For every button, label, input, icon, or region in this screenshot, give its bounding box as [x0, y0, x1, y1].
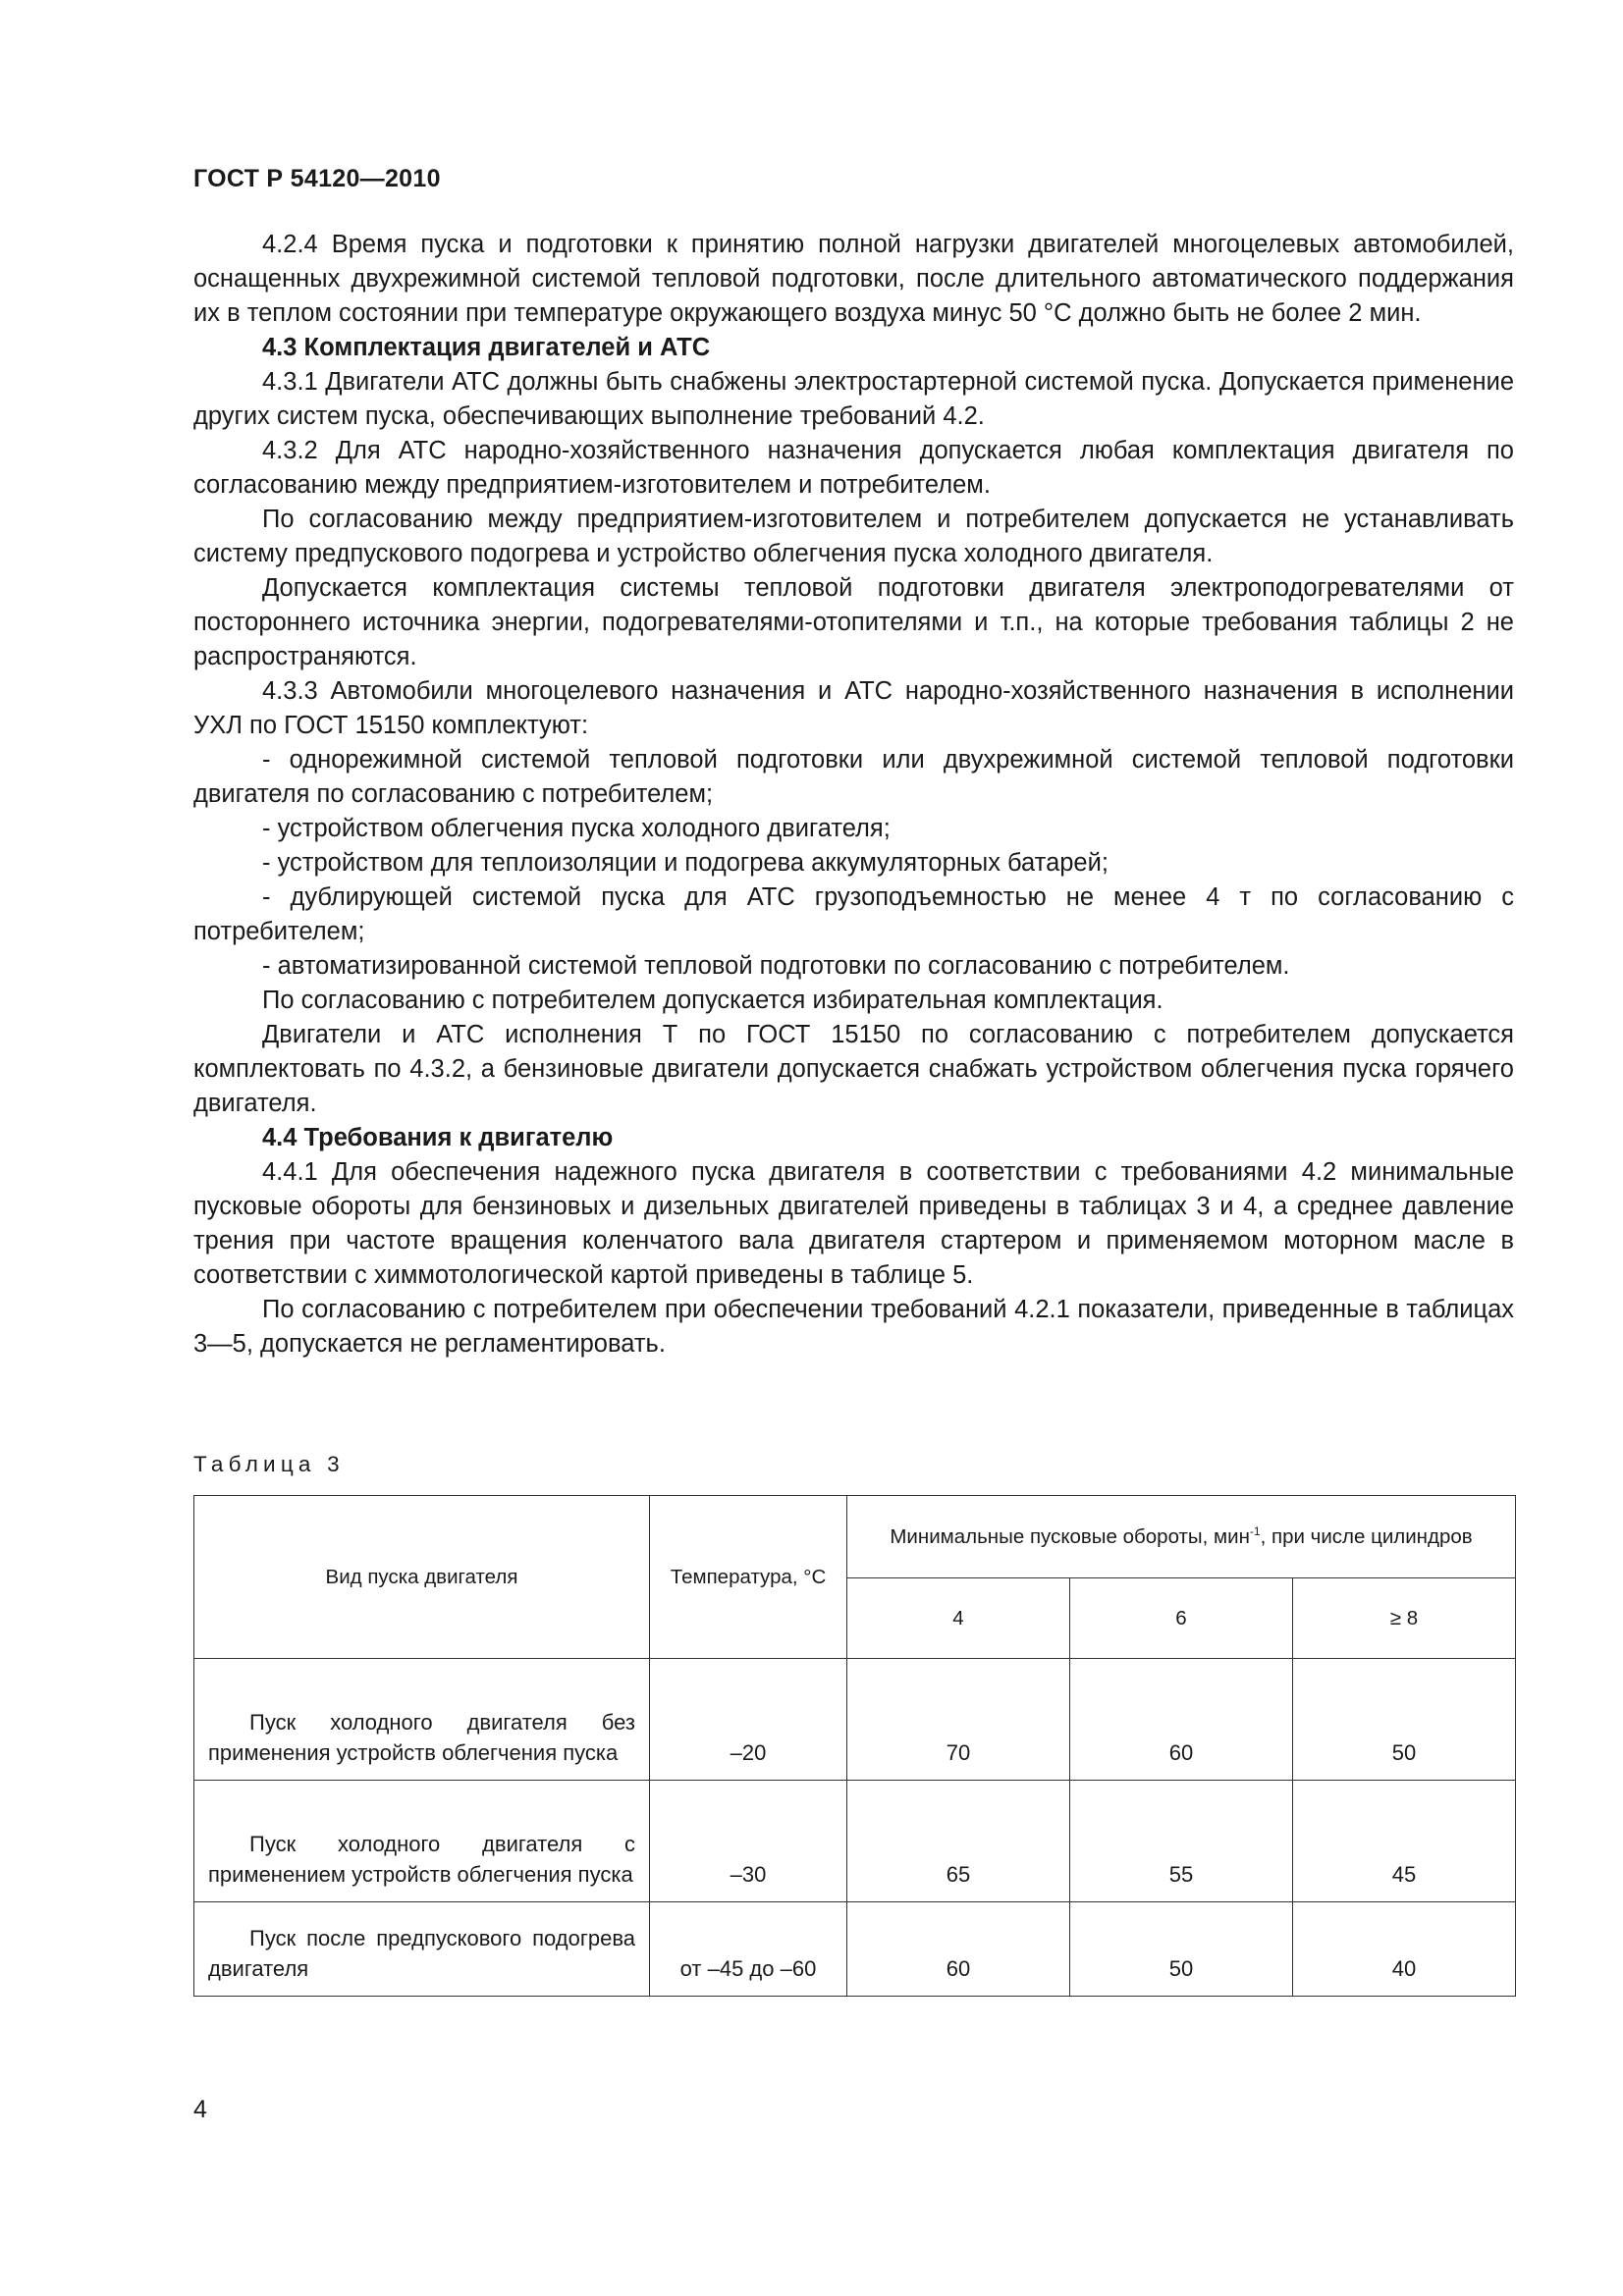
- section-heading-4-4: 4.4 Требования к двигателю: [262, 1124, 614, 1151]
- row-value-8: 45: [1293, 1781, 1516, 1902]
- list-item: - дублирующей системой пуска для АТС грузоподъемностью не менее 4 т по согласованию с потребителем;: [193, 883, 1514, 945]
- paragraph: Двигатели и АТС исполнения Т по ГОСТ 15150 по согласованию с потребителем допускается комплектовать по 4.3.2, а бензиновые двигатели допускается снабжать устройством облегчения пуска горячего двигателя.: [193, 1021, 1514, 1117]
- row-temperature: –30: [650, 1781, 847, 1902]
- row-label: Пуск холодного двигателя без применения устройств облегчения пуска: [194, 1659, 650, 1781]
- paragraph-4-3-2: 4.3.2 Для АТС народно-хозяйственного назначения допускается любая комплектация двигателя по согласованию между предприятием-изготовителем и потребителем.: [193, 437, 1514, 499]
- paragraph-4-3-1: 4.3.1 Двигатели АТС должны быть снабжены электростартерной системой пуска. Допускается применение других систем пуска, обеспечивающих выполнение требований 4.2.: [193, 368, 1514, 430]
- row-value-6: 50: [1070, 1902, 1293, 1997]
- table-caption: Таблица 3: [193, 1452, 345, 1476]
- row-value-6: 55: [1070, 1781, 1293, 1902]
- paragraph: Допускается комплектация системы тепловой подготовки двигателя электроподогревателями от постороннего источника энергии, подогревателями-отопителями и т.п., на которые требования таблицы 2 не распространяются.: [193, 574, 1514, 670]
- row-value-4: 65: [847, 1781, 1070, 1902]
- header-cyl-4: 4: [847, 1578, 1070, 1659]
- paragraph: По согласованию с потребителем допускается избирательная комплектация.: [262, 987, 1163, 1014]
- paragraph: По согласованию с потребителем при обеспечении требований 4.2.1 показатели, приведенные в таблицах 3—5, допускается не регламентировать.: [193, 1296, 1514, 1358]
- header-start-type: Вид пуска двигателя: [194, 1496, 650, 1659]
- table-row: [194, 1902, 1516, 1997]
- paragraph: По согласованию между предприятием-изготовителем и потребителем допускается не устанавливать систему предпускового подогрева и устройство облегчения пуска холодного двигателя.: [193, 506, 1514, 567]
- row-temperature: –20: [650, 1659, 847, 1781]
- header-min-rpm-suffix: , при числе цилиндров: [1260, 1525, 1473, 1548]
- table-row: [194, 1659, 1516, 1781]
- header-min-rpm-sup: -1: [1249, 1524, 1261, 1539]
- header-cyl-8-plus: ≥ 8: [1293, 1578, 1516, 1659]
- list-item: - устройством для теплоизоляции и подогрева аккумуляторных батарей;: [262, 849, 1109, 877]
- header-cyl-6: 6: [1070, 1578, 1293, 1659]
- paragraph-4-4-1: 4.4.1 Для обеспечения надежного пуска двигателя в соответствии с требованиями 4.2 минимальные пусковые обороты для бензиновых и дизельных двигателей приведены в таблицах 3 и 4, а среднее давление трения при частоте вращения коленчатого вала двигателя стартером и применяемом моторном масле в соответствии с химмотологической картой приведены в таблице 5.: [193, 1158, 1514, 1289]
- header-min-rpm: [847, 1496, 1516, 1578]
- paragraph-4-2-4: 4.2.4 Время пуска и подготовки к принятию полной нагрузки двигателей многоцелевых автомобилей, оснащенных двухрежимной системой тепловой подготовки, после длительного автоматического поддержания их в теплом состоянии при температуре окружающего воздуха минус 50 °С должно быть не более 2 мин.: [193, 231, 1514, 327]
- body-text: [193, 228, 1514, 1362]
- list-item: - автоматизированной системой тепловой подготовки по согласованию с потребителем.: [262, 952, 1290, 980]
- document-header: ГОСТ Р 54120—2010: [193, 165, 441, 192]
- row-value-6: 60: [1070, 1659, 1293, 1781]
- paragraph-4-3-3: 4.3.3 Автомобили многоцелевого назначения и АТС народно-хозяйственного назначения в исполнении УХЛ по ГОСТ 15150 комплектуют:: [193, 677, 1514, 739]
- row-value-8: 40: [1293, 1902, 1516, 1997]
- table-row: [194, 1781, 1516, 1902]
- row-value-8: 50: [1293, 1659, 1516, 1781]
- list-item: - устройством облегчения пуска холодного двигателя;: [262, 815, 891, 842]
- section-heading-4-3: 4.3 Комплектация двигателей и АТС: [262, 334, 711, 361]
- header-min-rpm-prefix: Минимальные пусковые обороты, мин: [890, 1525, 1250, 1548]
- page-number: 4: [193, 2096, 207, 2123]
- table-3: [193, 1495, 1516, 1997]
- header-temperature: Температура, °С: [650, 1496, 847, 1659]
- row-value-4: 70: [847, 1659, 1070, 1781]
- row-temperature: от –45 до –60: [650, 1902, 847, 1997]
- row-label: Пуск после предпускового подогрева двигателя: [194, 1902, 650, 1997]
- row-value-4: 60: [847, 1902, 1070, 1997]
- list-item: - однорежимной системой тепловой подготовки или двухрежимной системой тепловой подготовки двигателя по согласованию с потребителем;: [193, 746, 1514, 808]
- table-header-row: [194, 1496, 1516, 1578]
- row-label: Пуск холодного двигателя с применением устройств облегчения пуска: [194, 1781, 650, 1902]
